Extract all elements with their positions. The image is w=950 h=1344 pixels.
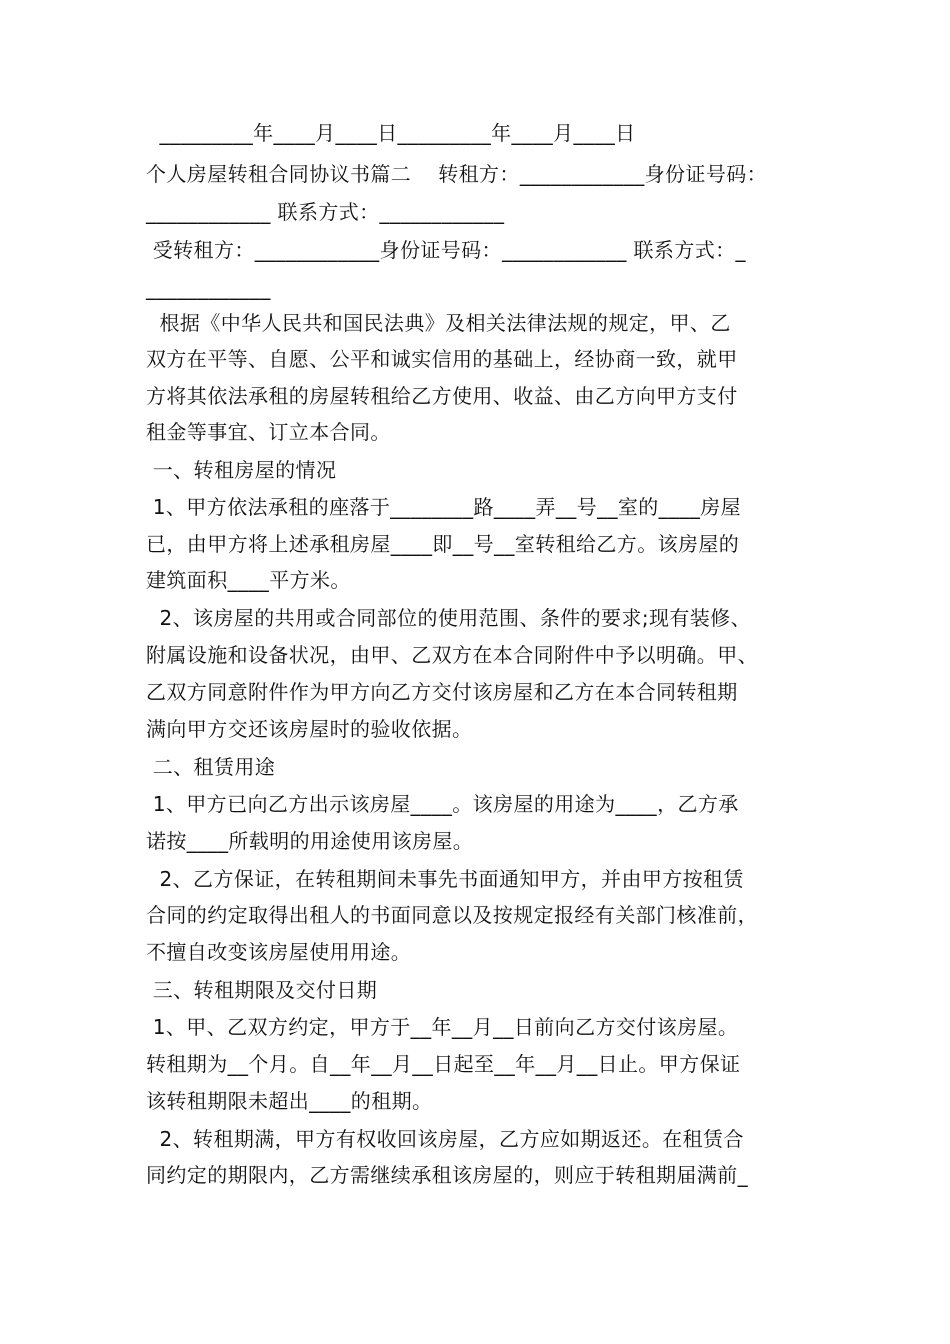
text-line: 乙双方同意附件作为甲方向乙方交付该房屋和乙方在本合同转租期	[146, 680, 738, 704]
text-line: 1、甲方依法承租的座落于________路____弄__号__室的____房屋	[146, 495, 742, 519]
text-line: 不擅自改变该房屋使用用途。	[146, 940, 412, 964]
text-line: 受转租方：____________身份证号码：____________ 联系方式：_	[146, 238, 746, 262]
text-line: ____________	[146, 276, 271, 300]
text-line: 2、该房屋的共用或合同部位的使用范围、条件的要求;现有装修、	[146, 606, 751, 630]
text-line: 该转租期限未超出____的租期。	[146, 1089, 433, 1113]
text-line: 满向甲方交还该房屋时的验收依据。	[146, 717, 473, 741]
section-heading: 二、租赁用途	[146, 755, 276, 779]
section-heading: 三、转租期限及交付日期	[146, 978, 378, 1002]
text-line: 转租期为__个月。自__年__月__日起至__年__月__日止。甲方保证	[146, 1052, 741, 1076]
text-line: 建筑面积____平方米。	[146, 568, 351, 592]
section-heading: 一、转租房屋的情况	[146, 458, 337, 482]
text-line: ____________ 联系方式：____________	[146, 200, 505, 224]
text-line: _________年____月____日_________年____月____日	[146, 121, 636, 145]
text-line: 1、甲方已向乙方出示该房屋____。该房屋的用途为____，乙方承	[146, 792, 739, 816]
text-line: 附属设施和设备状况，由甲、乙双方在本合同附件中予以明确。甲、	[146, 643, 758, 667]
text-line: 根据《中华人民共和国民法典》及相关法律法规的规定，甲、乙	[146, 311, 731, 335]
text-line: 诺按____所载明的用途使用该房屋。	[146, 829, 474, 853]
text-line: 2、转租期满，甲方有权收回该房屋，乙方应如期返还。在租赁合	[146, 1127, 744, 1151]
text-line: 已，由甲方将上述承租房屋____即__号__室转租给乙方。该房屋的	[146, 532, 740, 556]
text-line: 双方在平等、自愿、公平和诚实信用的基础上，经协商一致，就甲	[146, 347, 738, 371]
text-line: 同约定的期限内，乙方需继续承租该房屋的，则应于转租期届满前_	[146, 1163, 748, 1187]
text-line: 租金等事宜、订立本合同。	[146, 420, 391, 444]
text-line: 2、乙方保证，在转租期间未事先书面通知甲方，并由甲方按租赁	[146, 867, 744, 891]
text-line: 方将其依法承租的房屋转租给乙方使用、收益、由乙方向甲方支付	[146, 384, 738, 408]
text-line: 合同的约定取得出租人的书面同意以及按规定报经有关部门核准前，	[146, 903, 758, 927]
text-line: 个人房屋转租合同协议书篇二 转租方：____________身份证号码：	[146, 162, 768, 186]
text-line: 1、甲、乙双方约定，甲方于__年__月__日前向乙方交付该房屋。	[146, 1015, 739, 1039]
